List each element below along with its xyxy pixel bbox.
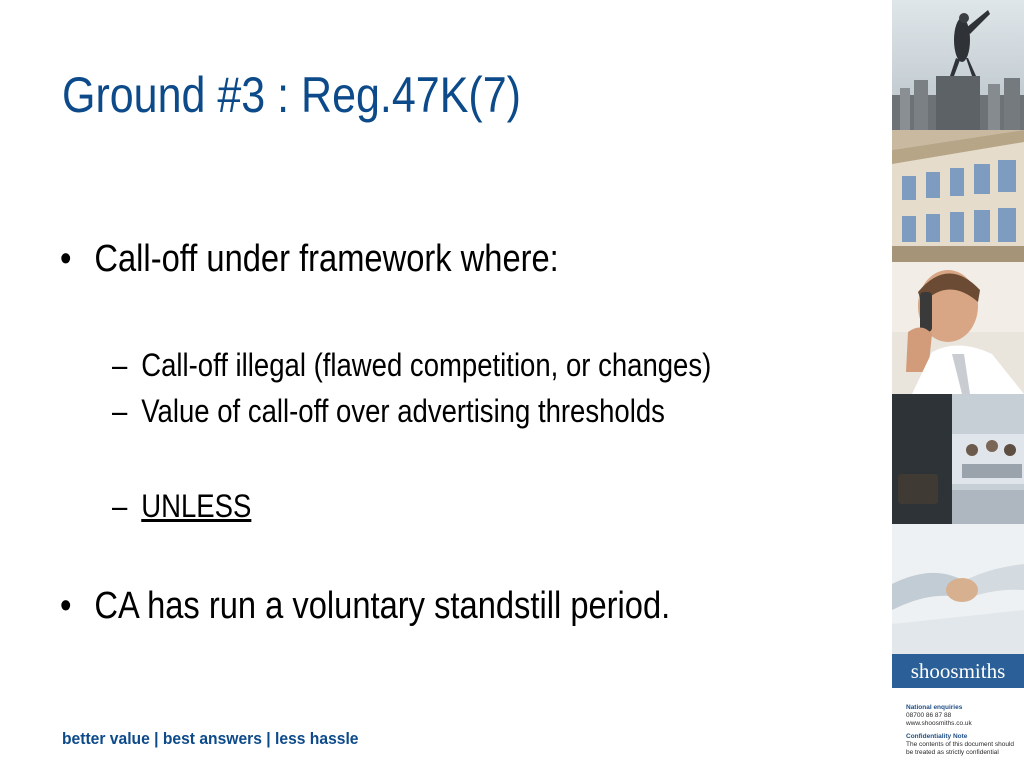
bullet-text: CA has run a voluntary standstill period. — [94, 585, 671, 627]
sub-bullet-text: Value of call-off over advertising thresholds — [141, 393, 665, 429]
website-text: www.shoosmiths.co.uk — [906, 720, 972, 727]
confidentiality-label: Confidentiality Note — [906, 733, 968, 740]
sub-bullet-text: UNLESS — [141, 488, 252, 524]
image-strip — [892, 0, 1024, 768]
confidentiality-text: be treated as strictly confidential — [906, 749, 999, 756]
bullet-item — [60, 585, 670, 628]
contact-info — [906, 704, 1024, 757]
skyline-photo — [892, 0, 1024, 130]
bullet-item — [60, 238, 559, 281]
dash-mark: – — [112, 393, 128, 429]
brand-logo: shoosmiths — [892, 654, 1024, 688]
meeting-photo — [892, 394, 1024, 524]
phone-number: 08700 86 87 88 — [906, 712, 952, 719]
slide-title: Ground #3 : Reg.47K(7) — [62, 67, 521, 123]
bullet-text: Call-off under framework where: — [94, 238, 559, 280]
sub-bullet-item — [112, 488, 251, 525]
dash-mark: – — [112, 488, 128, 524]
bullet-mark: • — [60, 238, 72, 280]
building-photo — [892, 130, 1024, 262]
sub-bullet-item — [112, 347, 711, 384]
sub-bullet-item — [112, 393, 665, 430]
handshake-photo — [892, 524, 1024, 654]
phone-call-photo — [892, 262, 1024, 394]
footer-tagline: better value | best answers | less hassle — [62, 729, 359, 748]
bullet-mark: • — [60, 585, 72, 627]
national-enquiries-label: National enquiries — [906, 704, 963, 711]
dash-mark: – — [112, 347, 128, 383]
sub-bullet-text: Call-off illegal (flawed competition, or changes) — [141, 347, 712, 383]
confidentiality-text: The contents of this document should — [906, 741, 1015, 748]
